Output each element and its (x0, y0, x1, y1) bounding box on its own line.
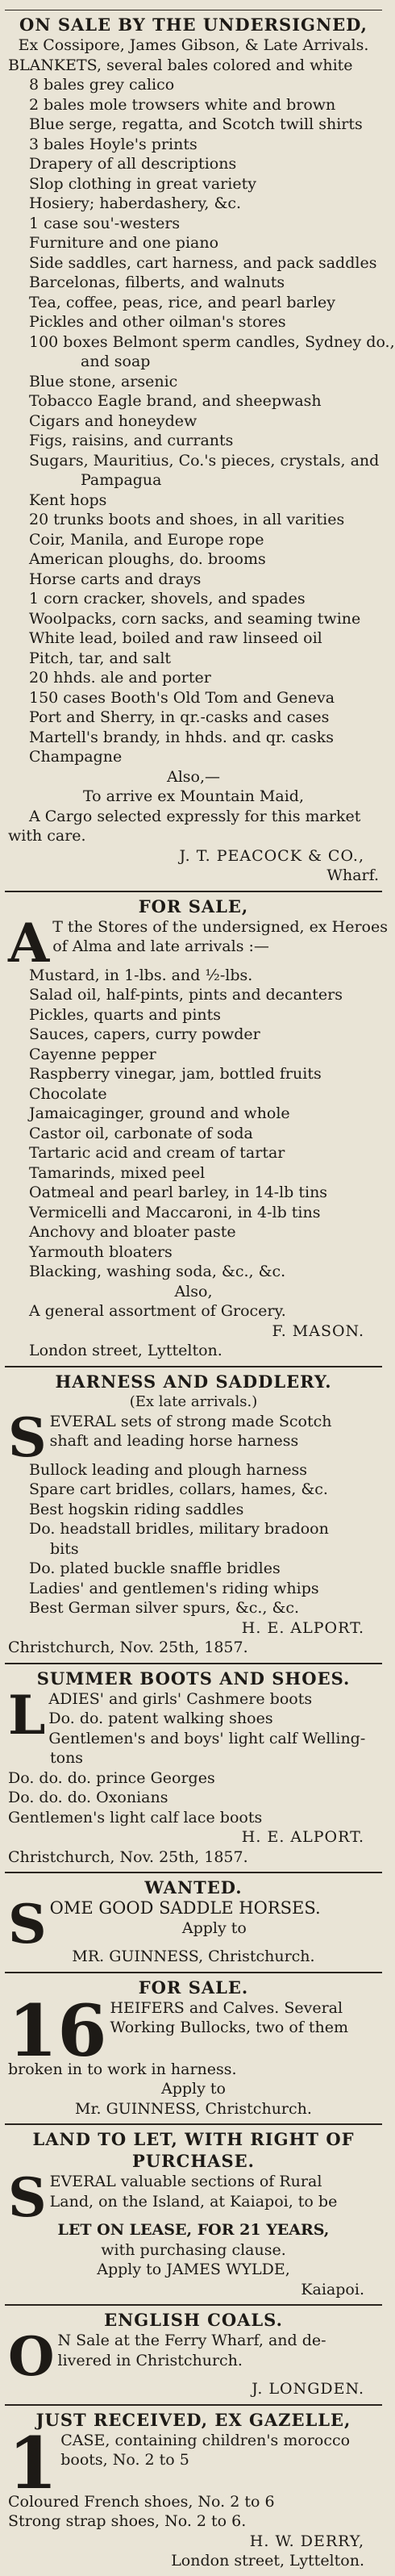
ad-just-received (0, 2406, 387, 2576)
list-item: Do. do. do. Oxonians (8, 1789, 168, 1806)
list-item: Pitch, tar, and salt (29, 649, 172, 667)
list-item: Spare cart bridles, collars, hames, &c. (29, 1480, 328, 1498)
ad-heading: HARNESS AND SADDLERY. (55, 1371, 332, 1392)
list-item: Vermicelli and Maccaroni, in 4-lb tins (29, 1203, 321, 1221)
body-line: N Sale at the Ferry Wharf, and de- (57, 2332, 326, 2349)
list-item: Chocolate (29, 1084, 107, 1103)
list-item: 1 corn cracker, shovels, and spades (29, 590, 306, 607)
ad-heading: FOR SALE. (138, 1977, 249, 1998)
contact-line: Mr. GUINNESS, Christchurch. (75, 2099, 312, 2118)
place: Wharf. (326, 866, 379, 884)
item-list (8, 966, 379, 1282)
signature: J. LONGDEN. (252, 2380, 364, 2398)
list-item: Pampagua (81, 471, 162, 489)
body-line: Working Bullocks, two of them (110, 2019, 349, 2036)
list-item: Pickles and other oilman's stores (29, 313, 286, 331)
drop-cap: A (8, 911, 50, 975)
ad-heifers-for-sale (0, 1973, 387, 2124)
list-item: BLANKETS, several bales colored and white (8, 56, 353, 74)
ad-summer-boots (0, 1664, 387, 1873)
item-list (8, 56, 395, 767)
ad-land-to-let (0, 2125, 387, 2304)
list-item: Drapery of all descriptions (29, 155, 237, 173)
lease-line: LET ON LEASE, FOR 21 YEARS, (57, 2221, 330, 2239)
list-item: Jamaicaginger, ground and whole (29, 1104, 290, 1122)
drop-cap: S (8, 2166, 47, 2229)
item-list (8, 1683, 379, 1828)
list-item: Oatmeal and pearl barley, in 14-lb tins (29, 1184, 328, 1201)
wanted-line: OME GOOD SADDLE HORSES. (49, 1898, 321, 1918)
ad-harness-saddlery (0, 1367, 387, 1663)
apply-line: Apply to (181, 1918, 247, 1937)
ad-heading: ENGLISH COALS. (104, 2310, 283, 2330)
list-item: 100 boxes Belmont sperm candles, Sydney do., (29, 332, 395, 351)
list-item: Ladies' and gentlemen's riding whips (29, 1579, 319, 1597)
list-item: Blacking, washing soda, &c., &c. (29, 1263, 286, 1280)
list-item: 1 case sou'-westers (29, 214, 181, 232)
body-line: EVERAL valuable sections of Rural (49, 2173, 322, 2190)
signature: H. E. ALPORT. (241, 1618, 364, 1637)
list-item: Tamarinds, mixed peel (29, 1163, 206, 1182)
drop-cap: O (8, 2325, 55, 2388)
list-item: 2 bales mole trowsers white and brown (29, 95, 336, 114)
place: Kaiapoi. (301, 2280, 364, 2298)
drop-cap: S (8, 1893, 47, 1956)
address: London street, Lyttelton. (171, 2552, 364, 2570)
first-line: shaft and leading horse harness (49, 1432, 299, 1450)
first-line: EVERAL sets of strong made Scotch (49, 1412, 332, 1430)
also-line: Also,— (166, 767, 221, 786)
list-item: Tea, coffee, peas, rice, and pearl barley (29, 293, 336, 311)
top-border (5, 0, 382, 10)
list-item: bits (50, 1539, 79, 1558)
list-item: Kent hops (29, 491, 107, 509)
signature: J. T. PEACOCK & CO., (179, 846, 364, 865)
date: Christchurch, Nov. 25th, 1857. (8, 1847, 248, 1866)
list-item: Do. do. patent walking shoes (48, 1710, 273, 1727)
signature: F. MASON. (272, 1321, 364, 1340)
list-item: tons (50, 1749, 84, 1767)
ad-heading: WANTED. (144, 1877, 243, 1898)
list-item: Yarmouth bloaters (29, 1242, 173, 1261)
list-item: Coir, Manila, and Europe rope (29, 530, 264, 549)
ad-heading: PURCHASE. (132, 2151, 255, 2171)
list-item: Do. plated buckle snaffle bridles (29, 1559, 281, 1577)
list-item: White lead, boiled and raw linseed oil (29, 629, 322, 647)
list-item: Martell's brandy, in hhds. and qr. casks (29, 728, 334, 746)
list-item: Do. headstall bridles, military bradoon (29, 1520, 329, 1538)
ad-heading: ON SALE BY THE UNDERSIGNED, (19, 15, 368, 35)
general-line: A general assortment of Grocery. (29, 1302, 286, 1320)
list-item: Figs, raisins, and currants (29, 432, 234, 449)
ad-heading: FOR SALE, (138, 896, 249, 916)
body-line: boots, No. 2 to 5 (60, 2451, 189, 2469)
intro-line: of Alma and late arrivals :— (52, 937, 269, 955)
list-item: Bullock leading and plough harness (29, 1460, 308, 1479)
list-item: Raspberry vinegar, jam, bottled fruits (29, 1065, 322, 1083)
ad-subheading: Ex Cossipore, James Gibson, & Late Arrivals. (18, 36, 369, 54)
ad-heading: SUMMER BOOTS AND SHOES. (36, 1668, 351, 1689)
item-list (8, 1460, 379, 1618)
apply-line: Apply to JAMES WYLDE, (97, 2261, 290, 2278)
list-item: Furniture and one piano (29, 234, 219, 252)
also-line: Also, (174, 1282, 213, 1301)
list-item: Cigars and honeydew (29, 411, 198, 430)
ad-english-coals (0, 2306, 387, 2404)
list-item: Mustard, in 1-lbs. and ½-lbs. (29, 966, 253, 984)
list-item: Blue serge, regatta, and Scotch twill shirts (29, 115, 363, 133)
body-line: Coloured French shoes, No. 2 to 6 (8, 2492, 275, 2511)
body-line: CASE, containing children's morocco (60, 2431, 351, 2449)
ad-subheading: (Ex late arrivals.) (129, 1392, 258, 1410)
list-item: ADIES' and girls' Cashmere boots (48, 1689, 313, 1708)
list-item: Gentlemen's light calf lace boots (8, 1808, 263, 1827)
ad-wanted-horses (0, 1873, 387, 1972)
body-line: broken in to work in harness. (8, 2060, 237, 2078)
list-item: 3 bales Hoyle's prints (29, 135, 198, 153)
list-item: Champagne (29, 748, 123, 766)
list-item: Hosiery; haberdashery, &c. (29, 194, 242, 212)
list-item: American ploughs, do. brooms (29, 550, 266, 568)
body-line: Strong strap shoes, No. 2 to 6. (8, 2512, 247, 2530)
list-item: Barcelonas, filberts, and walnuts (29, 273, 285, 291)
address: London street, Lyttelton. (29, 1342, 222, 1359)
ad-heading: JUST RECEIVED, EX GAZELLE, (35, 2409, 351, 2430)
list-item: Anchovy and bloater paste (29, 1223, 236, 1241)
date: Christchurch, Nov. 25th, 1857. (8, 1639, 248, 1656)
signature: H. W. DERRY, (249, 2532, 364, 2550)
list-item: 20 trunks boots and shoes, in all varities (29, 511, 345, 528)
cargo-line: with care. (8, 827, 86, 845)
list-item: Best hogskin riding saddles (29, 1500, 244, 1518)
list-item: Pickles, quarts and pints (29, 1005, 222, 1024)
ad-peacock-on-sale (0, 10, 395, 891)
list-item: Sugars, Mauritius, Co.'s pieces, crystals, and (29, 451, 380, 470)
list-item: and soap (81, 353, 151, 370)
lot-number: 16 (8, 1988, 107, 2073)
apply-line: Apply to (161, 2080, 226, 2098)
body-line: HEIFERS and Calves. Several (110, 1998, 343, 2017)
list-item: Do. do. do. prince Georges (8, 1768, 215, 1787)
body-line: livered in Christchurch. (57, 2351, 243, 2369)
list-item: Tartaric acid and cream of tartar (29, 1144, 285, 1162)
drop-cap: L (8, 1683, 46, 1747)
list-item: Gentlemen's and boys' light calf Welling- (48, 1729, 366, 1747)
list-item: Side saddles, cart harness, and pack saddles (29, 253, 377, 272)
cargo-line: A Cargo selected expressly for this market (29, 807, 361, 825)
list-item: 150 cases Booth's Old Tom and Geneva (29, 688, 335, 707)
signature: H. E. ALPORT. (241, 1828, 364, 1846)
ad-mason-for-sale (0, 892, 387, 1366)
list-item: Cayenne pepper (29, 1045, 156, 1063)
ad-heading: LAND TO LET, WITH RIGHT OF (32, 2129, 355, 2149)
body-line: Land, on the Island, at Kaiapoi, to be (49, 2192, 338, 2211)
body-line: with purchasing clause. (101, 2240, 286, 2259)
list-item: Port and Sherry, in qr.-casks and cases (29, 708, 330, 726)
intro-line: T the Stores of the undersigned, ex Heroes (52, 917, 388, 936)
contact-line: MR. GUINNESS, Christchurch. (72, 1948, 315, 1965)
list-item: Horse carts and drays (29, 570, 202, 588)
list-item: Slop clothing in great variety (29, 174, 256, 193)
lot-number: 1 (8, 2420, 58, 2505)
list-item: 8 bales grey calico (29, 76, 175, 94)
list-item: Woolpacks, corn sacks, and seaming twine (29, 609, 361, 628)
list-item: Salad oil, half-pints, pints and decanters (29, 986, 343, 1004)
list-item: Tobacco Eagle brand, and sheepwash (29, 392, 322, 410)
arrive-line: To arrive ex Mountain Maid, (82, 787, 304, 805)
list-item: 20 hhds. ale and porter (29, 669, 211, 687)
list-item: Best German silver spurs, &c., &c. (29, 1599, 300, 1617)
drop-cap: S (8, 1405, 47, 1469)
list-item: Castor oil, carbonate of soda (29, 1124, 253, 1142)
list-item: Blue stone, arsenic (29, 372, 178, 390)
list-item: Sauces, capers, curry powder (29, 1025, 260, 1043)
